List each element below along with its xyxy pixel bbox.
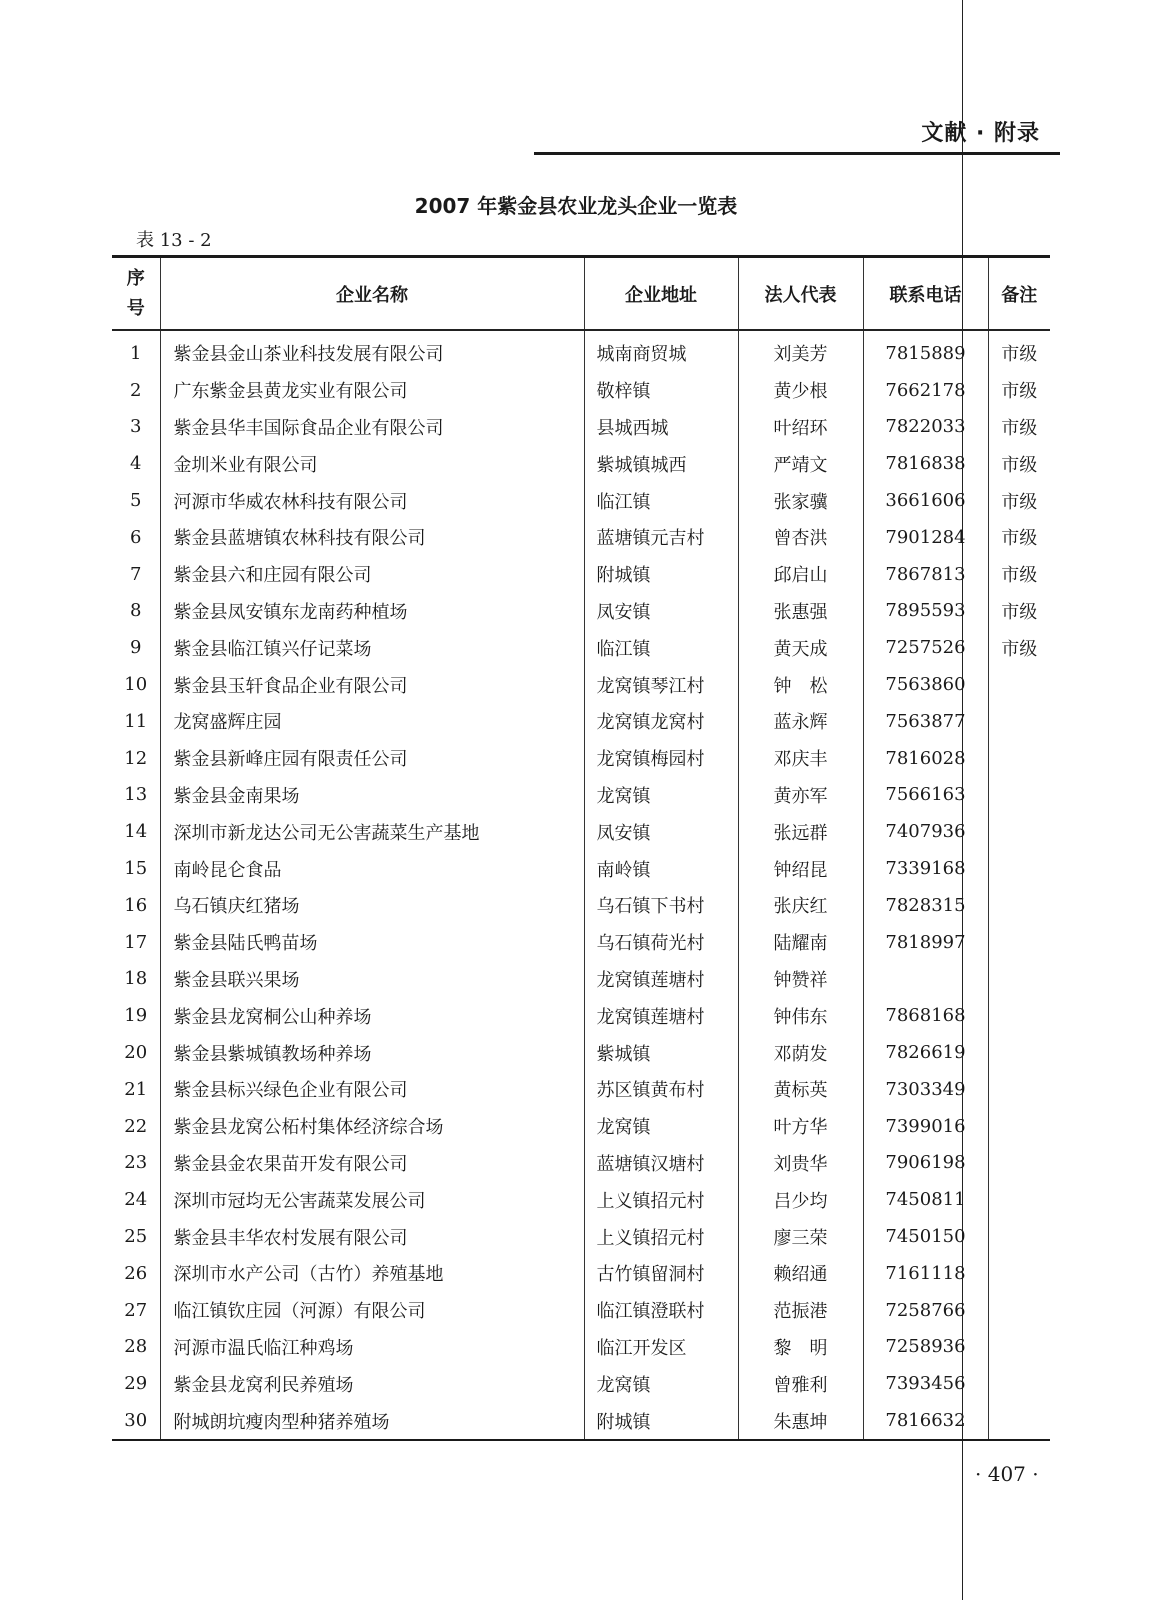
cell-representative: 范振港 [738,1292,863,1329]
cell-phone: 7566163 [863,777,988,814]
cell-phone: 7258936 [863,1329,988,1366]
cell-no: 27 [112,1292,160,1329]
cell-representative: 邓荫发 [738,1034,863,1071]
cell-enterprise-name: 紫金县紫城镇教场种养场 [160,1034,584,1071]
cell-phone: 7816632 [863,1402,988,1440]
cell-no: 26 [112,1255,160,1292]
cell-address: 紫城镇 [584,1034,738,1071]
cell-note [988,1218,1050,1255]
cell-address: 龙窝镇 [584,1108,738,1145]
cell-address: 凤安镇 [584,813,738,850]
cell-address: 龙窝镇 [584,1365,738,1402]
column-header-note: 备注 [988,257,1050,331]
cell-note [988,997,1050,1034]
section-header-title: 文献 · 附录 [921,121,1040,146]
cell-enterprise-name: 紫金县龙窝桐公山种养场 [160,997,584,1034]
table-row [112,1255,1050,1292]
cell-note [988,703,1050,740]
cell-representative: 黎 明 [738,1329,863,1366]
table-row [112,372,1050,409]
cell-address: 上义镇招元村 [584,1218,738,1255]
cell-representative: 吕少均 [738,1181,863,1218]
column-header-phone: 联系电话 [863,257,988,331]
cell-representative: 刘贵华 [738,1145,863,1182]
cell-enterprise-name: 紫金县丰华农村发展有限公司 [160,1218,584,1255]
cell-no: 18 [112,961,160,998]
cell-address: 乌石镇下书村 [584,887,738,924]
cell-enterprise-name: 附城朗坑瘦肉型种猪养殖场 [160,1402,584,1440]
cell-note [988,1255,1050,1292]
cell-address: 县城西城 [584,409,738,446]
cell-enterprise-name: 南岭昆仑食品 [160,850,584,887]
cell-phone: 7393456 [863,1365,988,1402]
cell-representative: 邓庆丰 [738,740,863,777]
table-row [112,1145,1050,1182]
table-row [112,924,1050,961]
table-row [112,1365,1050,1402]
cell-representative: 钟绍昆 [738,850,863,887]
cell-note [988,1108,1050,1145]
cell-enterprise-name: 龙窝盛辉庄园 [160,703,584,740]
cell-note [988,1145,1050,1182]
cell-representative: 朱惠坤 [738,1402,863,1440]
enterprise-table-container [112,255,1050,1441]
cell-phone: 7339168 [863,850,988,887]
cell-representative: 钟 松 [738,666,863,703]
cell-address: 紫城镇城西 [584,445,738,482]
column-header-representative: 法人代表 [738,257,863,331]
cell-no: 11 [112,703,160,740]
cell-representative: 曾杏洪 [738,519,863,556]
cell-phone: 7257526 [863,629,988,666]
table-row [112,703,1050,740]
cell-note [988,1181,1050,1218]
cell-address: 龙窝镇莲塘村 [584,997,738,1034]
table-row [112,666,1050,703]
cell-no: 1 [112,330,160,372]
cell-phone: 7826619 [863,1034,988,1071]
cell-address: 蓝塘镇汉塘村 [584,1145,738,1182]
cell-enterprise-name: 紫金县蓝塘镇农林科技有限公司 [160,519,584,556]
cell-no: 5 [112,482,160,519]
cell-representative: 钟赞祥 [738,961,863,998]
table-header-row [112,257,1050,331]
header-rule [534,152,1060,155]
cell-enterprise-name: 紫金县玉轩食品企业有限公司 [160,666,584,703]
cell-representative: 廖三荣 [738,1218,863,1255]
cell-phone: 7303349 [863,1071,988,1108]
cell-no: 10 [112,666,160,703]
table-row [112,997,1050,1034]
cell-address: 凤安镇 [584,593,738,630]
table-row [112,556,1050,593]
cell-no: 9 [112,629,160,666]
cell-address: 附城镇 [584,556,738,593]
column-header-name: 企业名称 [160,257,584,331]
cell-address: 临江镇 [584,482,738,519]
cell-representative: 邱启山 [738,556,863,593]
cell-phone: 7818997 [863,924,988,961]
cell-note: 市级 [1001,491,1038,513]
table-row [112,593,1050,630]
cell-note [988,1402,1050,1440]
cell-no: 13 [112,777,160,814]
cell-address: 临江镇 [584,629,738,666]
cell-note [988,666,1050,703]
column-header-address: 企业地址 [584,257,738,331]
cell-no: 20 [112,1034,160,1071]
cell-enterprise-name: 紫金县凤安镇东龙南药种植场 [160,593,584,630]
cell-note: 市级 [1001,381,1038,403]
cell-phone [863,961,988,998]
table-row [112,409,1050,446]
cell-enterprise-name: 紫金县六和庄园有限公司 [160,556,584,593]
cell-no: 3 [112,409,160,446]
cell-phone: 7815889 [863,330,988,372]
cell-note [988,887,1050,924]
cell-phone: 7563860 [863,666,988,703]
cell-no: 22 [112,1108,160,1145]
cell-note: 市级 [1001,601,1038,623]
cell-phone: 7895593 [863,593,988,630]
cell-representative: 张惠强 [738,593,863,630]
table-row [112,1181,1050,1218]
table-row [112,1402,1050,1440]
cell-enterprise-name: 深圳市新龙达公司无公害蔬菜生产基地 [160,813,584,850]
cell-note [988,961,1050,998]
cell-no: 30 [112,1402,160,1440]
cell-phone: 7901284 [863,519,988,556]
cell-no: 17 [112,924,160,961]
table-row [112,1218,1050,1255]
cell-note [988,740,1050,777]
cell-no: 2 [112,372,160,409]
cell-representative: 曾雅利 [738,1365,863,1402]
cell-phone: 7662178 [863,372,988,409]
cell-address: 城南商贸城 [584,330,738,372]
cell-note [988,813,1050,850]
table-label: 表 13 - 2 [136,230,212,251]
cell-note [988,850,1050,887]
cell-note: 市级 [1001,344,1038,366]
cell-note [988,1034,1050,1071]
cell-address: 附城镇 [584,1402,738,1440]
table-row [112,1071,1050,1108]
cell-no: 8 [112,593,160,630]
cell-representative: 陆耀南 [738,924,863,961]
cell-phone: 7563877 [863,703,988,740]
cell-enterprise-name: 紫金县联兴果场 [160,961,584,998]
cell-enterprise-name: 紫金县陆氏鸭苗场 [160,924,584,961]
cell-no: 19 [112,997,160,1034]
cell-note: 市级 [1001,565,1038,587]
cell-no: 6 [112,519,160,556]
cell-representative: 黄天成 [738,629,863,666]
cell-address: 乌石镇荷光村 [584,924,738,961]
table-row [112,740,1050,777]
cell-address: 敬梓镇 [584,372,738,409]
cell-address: 龙窝镇莲塘村 [584,961,738,998]
cell-address: 龙窝镇龙窝村 [584,703,738,740]
cell-representative: 钟伟东 [738,997,863,1034]
cell-address: 上义镇招元村 [584,1181,738,1218]
table-row [112,850,1050,887]
cell-representative: 叶方华 [738,1108,863,1145]
table-row [112,1292,1050,1329]
cell-representative: 张庆红 [738,887,863,924]
cell-representative: 黄标英 [738,1071,863,1108]
cell-enterprise-name: 广东紫金县黄龙实业有限公司 [160,372,584,409]
cell-address: 苏区镇黄布村 [584,1071,738,1108]
cell-representative: 黄少根 [738,372,863,409]
cell-enterprise-name: 河源市温氏临江种鸡场 [160,1329,584,1366]
cell-enterprise-name: 河源市华威农林科技有限公司 [160,482,584,519]
cell-enterprise-name: 深圳市水产公司（古竹）养殖基地 [160,1255,584,1292]
cell-representative: 张远群 [738,813,863,850]
cell-note: 市级 [1001,528,1038,550]
cell-address: 龙窝镇琴江村 [584,666,738,703]
column-header-no [112,257,160,331]
cell-note [988,1071,1050,1108]
enterprise-table [112,255,1050,1441]
cell-enterprise-name: 金圳米业有限公司 [160,445,584,482]
table-row [112,1034,1050,1071]
table-row [112,1329,1050,1366]
cell-note: 市级 [1001,417,1038,439]
table-row [112,445,1050,482]
cell-enterprise-name: 临江镇钦庄园（河源）有限公司 [160,1292,584,1329]
table-row [112,519,1050,556]
cell-phone: 7407936 [863,813,988,850]
table-row [112,777,1050,814]
cell-representative: 黄亦军 [738,777,863,814]
cell-no: 15 [112,850,160,887]
cell-enterprise-name: 紫金县临江镇兴仔记菜场 [160,629,584,666]
table-row [112,1108,1050,1145]
cell-address: 临江开发区 [584,1329,738,1366]
column-header-no-label: 序 号 [126,267,145,319]
cell-address: 龙窝镇 [584,777,738,814]
cell-no: 4 [112,445,160,482]
page-number: · 407 · [975,1462,1039,1486]
cell-representative: 赖绍通 [738,1255,863,1292]
table-row [112,813,1050,850]
cell-no: 12 [112,740,160,777]
cell-enterprise-name: 紫金县龙窝利民养殖场 [160,1365,584,1402]
cell-phone: 7906198 [863,1145,988,1182]
cell-representative: 张家骥 [738,482,863,519]
cell-enterprise-name: 深圳市冠均无公害蔬菜发展公司 [160,1181,584,1218]
cell-enterprise-name: 紫金县新峰庄园有限责任公司 [160,740,584,777]
cell-note: 市级 [1001,454,1038,476]
cell-representative: 刘美芳 [738,330,863,372]
cell-no: 16 [112,887,160,924]
table-body [112,330,1050,1440]
cell-no: 25 [112,1218,160,1255]
cell-enterprise-name: 紫金县龙窝公柘村集体经济综合场 [160,1108,584,1145]
cell-address: 临江镇澄联村 [584,1292,738,1329]
cell-note [988,924,1050,961]
cell-no: 29 [112,1365,160,1402]
cell-representative: 叶绍环 [738,409,863,446]
cell-note [988,1365,1050,1402]
cell-phone: 7868168 [863,997,988,1034]
cell-phone: 7828315 [863,887,988,924]
table-title: 2007 年紫金县农业龙头企业一览表 [414,194,738,218]
cell-enterprise-name: 紫金县金农果苗开发有限公司 [160,1145,584,1182]
cell-note [988,777,1050,814]
cell-phone: 7816028 [863,740,988,777]
cell-phone: 7867813 [863,556,988,593]
table-row [112,887,1050,924]
cell-no: 14 [112,813,160,850]
cell-address: 古竹镇留洞村 [584,1255,738,1292]
cell-address: 龙窝镇梅园村 [584,740,738,777]
table-row [112,330,1050,372]
cell-phone: 7816838 [863,445,988,482]
cell-representative: 蓝永辉 [738,703,863,740]
cell-enterprise-name: 紫金县金山茶业科技发展有限公司 [160,330,584,372]
cell-representative: 严靖文 [738,445,863,482]
cell-note [988,1292,1050,1329]
cell-no: 28 [112,1329,160,1366]
cell-address: 蓝塘镇元吉村 [584,519,738,556]
cell-enterprise-name: 紫金县金南果场 [160,777,584,814]
cell-phone: 7822033 [863,409,988,446]
cell-phone: 7399016 [863,1108,988,1145]
cell-phone: 7258766 [863,1292,988,1329]
table-row [112,961,1050,998]
cell-phone: 7161118 [863,1255,988,1292]
cell-phone: 7450811 [863,1181,988,1218]
cell-phone: 3661606 [863,482,988,519]
cell-enterprise-name: 乌石镇庆红猪场 [160,887,584,924]
cell-enterprise-name: 紫金县华丰国际食品企业有限公司 [160,409,584,446]
cell-no: 24 [112,1181,160,1218]
table-row [112,482,1050,519]
cell-note [988,1329,1050,1366]
cell-enterprise-name: 紫金县标兴绿色企业有限公司 [160,1071,584,1108]
table-row [112,629,1050,666]
cell-note: 市级 [1001,638,1038,660]
cell-no: 7 [112,556,160,593]
cell-address: 南岭镇 [584,850,738,887]
cell-no: 23 [112,1145,160,1182]
cell-phone: 7450150 [863,1218,988,1255]
cell-no: 21 [112,1071,160,1108]
